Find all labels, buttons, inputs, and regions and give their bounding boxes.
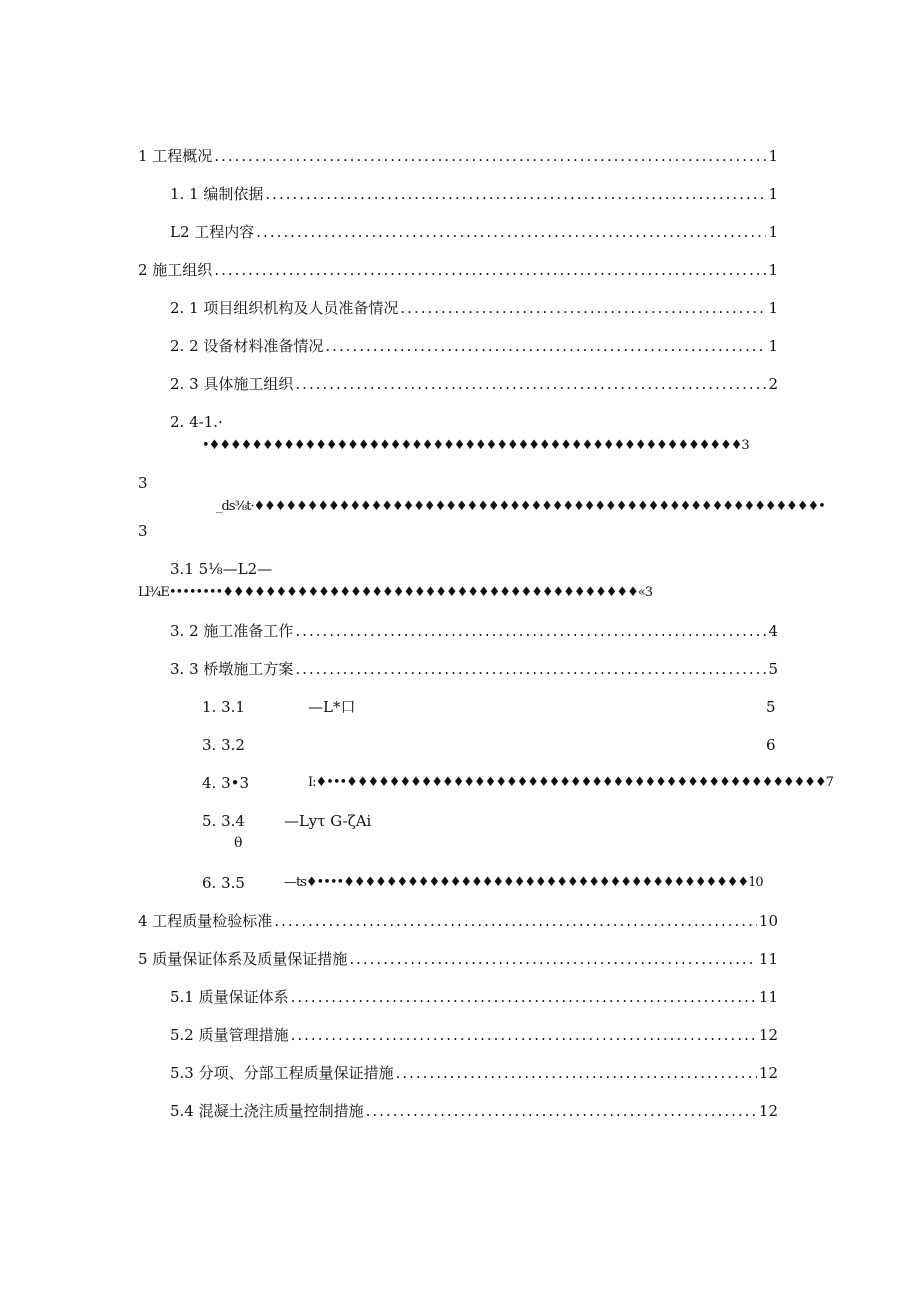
- toc-entry-3-3-3-number[interactable]: 4. 3•3: [202, 774, 250, 792]
- toc-label: 5.1 质量保证体系: [170, 988, 289, 1006]
- toc-entry-3-line1[interactable]: 3: [138, 474, 148, 492]
- toc-entry-3-3-2-page: 6: [766, 736, 776, 754]
- toc-label: 2. 1 项目组织机构及人员准备情况: [170, 299, 399, 317]
- toc-page-number: 11: [758, 950, 778, 968]
- toc-page-number: 11: [758, 988, 778, 1006]
- toc-entry-3-3[interactable]: [170, 659, 778, 679]
- toc-entry-1-1[interactable]: [170, 184, 778, 204]
- toc-page-number: 1: [768, 223, 778, 241]
- toc-page-number: 2: [768, 375, 778, 393]
- toc-page-number: 1: [768, 337, 778, 355]
- toc-label: 5.2 质量管理措施: [170, 1026, 289, 1044]
- toc-entry-3-3-4-extra: θ: [234, 835, 243, 851]
- toc-entry-3-line2: _ds⅜t·♦♦♦♦♦♦♦♦♦♦♦♦♦♦♦♦♦♦♦♦♦♦♦♦♦♦♦♦♦♦♦♦♦♦♦♦♦♦♦♦♦♦♦♦♦♦♦♦♦♦♦♦♦•: [216, 499, 825, 514]
- toc-label: L2 工程内容: [170, 223, 255, 241]
- toc-page-number: 12: [758, 1064, 778, 1082]
- toc-entry-3-line3: 3: [138, 522, 148, 540]
- toc-leader: [291, 987, 757, 1007]
- toc-leader: [256, 222, 766, 242]
- toc-entry-3-3-5-number[interactable]: 6. 3.5: [202, 874, 245, 892]
- toc-entry-2-4-line2: •♦♦♦♦♦♦♦♦♦♦♦♦♦♦♦♦♦♦♦♦♦♦♦♦♦♦♦♦♦♦♦♦♦♦♦♦♦♦♦♦♦♦♦♦♦♦♦♦♦♦3: [202, 438, 749, 453]
- toc-leader: [325, 336, 766, 356]
- toc-entry-1-2[interactable]: [170, 222, 778, 242]
- toc-leader: [274, 911, 757, 931]
- toc-entry-2-2[interactable]: [170, 336, 778, 356]
- toc-leader: [366, 1101, 757, 1121]
- toc-label: 2 施工组织: [138, 261, 213, 279]
- toc-entry-5[interactable]: [138, 949, 778, 969]
- toc-label: 3. 2 施工准备工作: [170, 622, 294, 640]
- toc-label: 5 质量保证体系及质量保证措施: [138, 950, 348, 968]
- toc-entry-3-3-4-title: —Lyτ G-ζAi: [284, 812, 372, 830]
- toc-label: 3. 3 桥墩施工方案: [170, 660, 294, 678]
- toc-label: 1 工程概况: [138, 147, 213, 165]
- toc-page-number: 1: [768, 185, 778, 203]
- toc-label: 5.4 混凝土浇注质量控制措施: [170, 1102, 364, 1120]
- toc-entry-2-4-line1[interactable]: 2. 4-1.·: [170, 413, 223, 431]
- toc-entry-3-3-5-title: —ts♦••••♦♦♦♦♦♦♦♦♦♦♦♦♦♦♦♦♦♦♦♦♦♦♦♦♦♦♦♦♦♦♦♦♦♦♦♦♦♦10: [284, 875, 763, 890]
- toc-leader: [349, 949, 757, 969]
- toc-page-number: 12: [758, 1102, 778, 1120]
- toc-entry-3-3-1-page: 5: [766, 698, 776, 716]
- toc-entry-3-3-1-number[interactable]: 1. 3.1: [202, 698, 245, 716]
- toc-entry-3-3-2-number[interactable]: 3. 3.2: [202, 736, 245, 754]
- toc-leader: [295, 621, 766, 641]
- toc-leader: [400, 298, 766, 318]
- toc-entry-2[interactable]: [138, 260, 778, 280]
- toc-label: 2. 3 具体施工组织: [170, 375, 294, 393]
- toc-entry-3-3-1-title: —L*口: [308, 698, 356, 716]
- toc-entry-3-1-line1[interactable]: 3.1 5⅛—L2—: [170, 560, 273, 578]
- toc-leader: [214, 260, 766, 280]
- toc-leader: [265, 184, 766, 204]
- toc-label: 2. 2 设备材料准备情况: [170, 337, 324, 355]
- toc-leader: [396, 1063, 757, 1083]
- toc-entry-1[interactable]: [138, 146, 778, 166]
- toc-page-number: 1: [768, 261, 778, 279]
- toc-leader: [295, 659, 766, 679]
- toc-entry-3-3-3-title: I:♦•••♦♦♦♦♦♦♦♦♦♦♦♦♦♦♦♦♦♦♦♦♦♦♦♦♦♦♦♦♦♦♦♦♦♦♦♦♦♦♦♦♦♦♦♦♦7: [308, 775, 833, 790]
- toc-label: 5.3 分项、分部工程质量保证措施: [170, 1064, 394, 1082]
- toc-entry-3-2[interactable]: [170, 621, 778, 641]
- toc-page-number: 5: [768, 660, 778, 678]
- toc-entry-2-3[interactable]: [170, 374, 778, 394]
- toc-entry-3-1-line2: Ll¾E••••••••♦♦♦♦♦♦♦♦♦♦♦♦♦♦♦♦♦♦♦♦♦♦♦♦♦♦♦♦♦♦♦♦♦♦♦♦♦♦♦«3: [138, 585, 652, 600]
- toc-label: 1. 1 编制依据: [170, 185, 264, 203]
- toc-page-number: 1: [768, 147, 778, 165]
- toc-entry-5-1[interactable]: [170, 987, 778, 1007]
- toc-page-number: 1: [768, 299, 778, 317]
- toc-leader: [214, 146, 766, 166]
- toc-label: 4 工程质量检验标准: [138, 912, 273, 930]
- toc-entry-5-3[interactable]: [170, 1063, 778, 1083]
- toc-entry-5-4[interactable]: [170, 1101, 778, 1121]
- toc-entry-3-3-4-number[interactable]: 5. 3.4: [202, 812, 245, 830]
- toc-entry-4[interactable]: [138, 911, 778, 931]
- toc-page-number: 4: [768, 622, 778, 640]
- toc-page-number: 10: [758, 912, 778, 930]
- toc-entry-5-2[interactable]: [170, 1025, 778, 1045]
- toc-entry-2-1[interactable]: [170, 298, 778, 318]
- toc-leader: [295, 374, 766, 394]
- toc-leader: [291, 1025, 757, 1045]
- toc-page-number: 12: [758, 1026, 778, 1044]
